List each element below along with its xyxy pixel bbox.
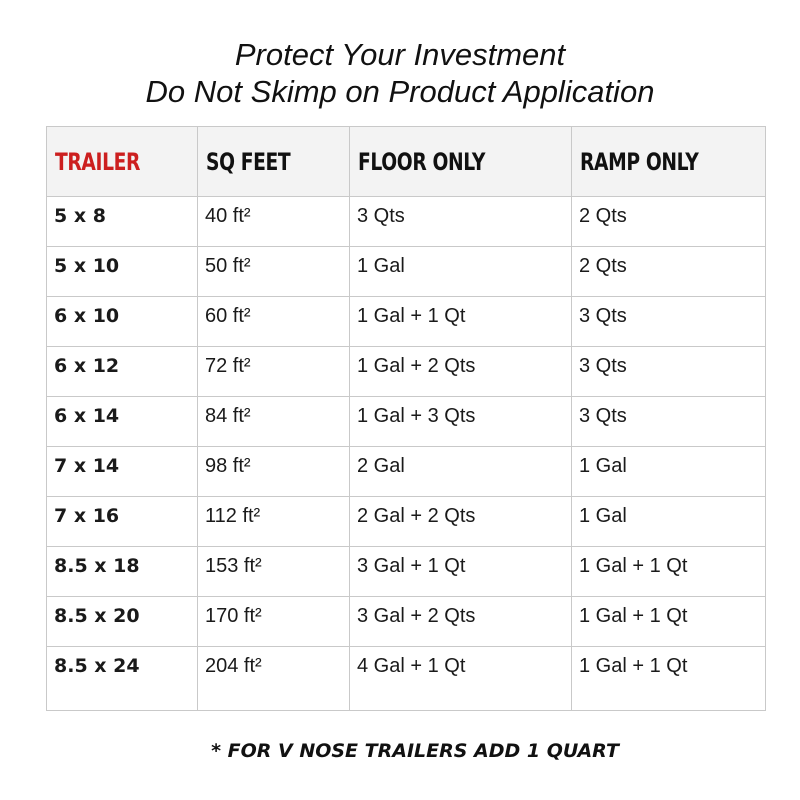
table-row <box>47 397 766 447</box>
column-header-sq-feet: SQ FEET <box>198 127 350 197</box>
ramp-only-cell: 1 Gal + 1 Qt <box>572 597 766 647</box>
trailer-size-cell: 6 x 14 <box>47 397 198 447</box>
floor-only-cell: 2 Gal + 2 Qts <box>350 497 572 547</box>
title-line-1: Protect Your Investment <box>234 37 566 72</box>
sq-feet-cell: 84 ft² <box>198 397 350 447</box>
sq-feet-cell: 170 ft² <box>198 597 350 647</box>
sq-feet-cell: 204 ft² <box>198 647 350 711</box>
floor-only-cell: 3 Gal + 2 Qts <box>350 597 572 647</box>
table-row <box>47 597 766 647</box>
trailer-size-cell: 5 x 8 <box>47 197 198 247</box>
trailer-size-cell: 6 x 12 <box>47 347 198 397</box>
header-row <box>47 127 766 197</box>
ramp-only-cell: 2 Qts <box>572 247 766 297</box>
coverage-table <box>46 126 766 711</box>
sq-feet-cell: 153 ft² <box>198 547 350 597</box>
column-header-floor-only: FLOOR ONLY <box>350 127 572 197</box>
sq-feet-cell: 98 ft² <box>198 447 350 497</box>
trailer-size-cell: 8.5 x 24 <box>47 647 198 711</box>
trailer-size-cell: 7 x 14 <box>47 447 198 497</box>
floor-only-cell: 1 Gal + 2 Qts <box>350 347 572 397</box>
table-row <box>47 247 766 297</box>
ramp-only-cell: 3 Qts <box>572 397 766 447</box>
floor-only-cell: 3 Qts <box>350 197 572 247</box>
trailer-size-cell: 8.5 x 20 <box>47 597 198 647</box>
floor-only-cell: 3 Gal + 1 Qt <box>350 547 572 597</box>
ramp-only-cell: 2 Qts <box>572 197 766 247</box>
v-nose-footnote: * FOR V NOSE TRAILERS ADD 1 QUART <box>211 740 619 762</box>
floor-only-cell: 1 Gal <box>350 247 572 297</box>
table-row <box>47 547 766 597</box>
trailer-size-cell: 7 x 16 <box>47 497 198 547</box>
floor-only-cell: 1 Gal + 1 Qt <box>350 297 572 347</box>
table-row <box>47 447 766 497</box>
table-row <box>47 347 766 397</box>
floor-only-cell: 1 Gal + 3 Qts <box>350 397 572 447</box>
table-row <box>47 197 766 247</box>
floor-only-cell: 4 Gal + 1 Qt <box>350 647 572 711</box>
ramp-only-cell: 1 Gal <box>572 497 766 547</box>
table-row <box>47 297 766 347</box>
column-header-trailer: TRAILER <box>47 127 198 197</box>
floor-only-cell: 2 Gal <box>350 447 572 497</box>
title-line-2: Do Not Skimp on Product Application <box>145 74 655 109</box>
ramp-only-cell: 1 Gal <box>572 447 766 497</box>
sq-feet-cell: 50 ft² <box>198 247 350 297</box>
trailer-size-cell: 5 x 10 <box>47 247 198 297</box>
table-row <box>47 497 766 547</box>
ramp-only-cell: 3 Qts <box>572 297 766 347</box>
sq-feet-cell: 60 ft² <box>198 297 350 347</box>
column-header-ramp-only: RAMP ONLY <box>572 127 766 197</box>
table-row <box>47 647 766 711</box>
trailer-size-cell: 8.5 x 18 <box>47 547 198 597</box>
ramp-only-cell: 3 Qts <box>572 347 766 397</box>
sq-feet-cell: 112 ft² <box>198 497 350 547</box>
ramp-only-cell: 1 Gal + 1 Qt <box>572 547 766 597</box>
sq-feet-cell: 72 ft² <box>198 347 350 397</box>
sq-feet-cell: 40 ft² <box>198 197 350 247</box>
ramp-only-cell: 1 Gal + 1 Qt <box>572 647 766 711</box>
trailer-size-cell: 6 x 10 <box>47 297 198 347</box>
